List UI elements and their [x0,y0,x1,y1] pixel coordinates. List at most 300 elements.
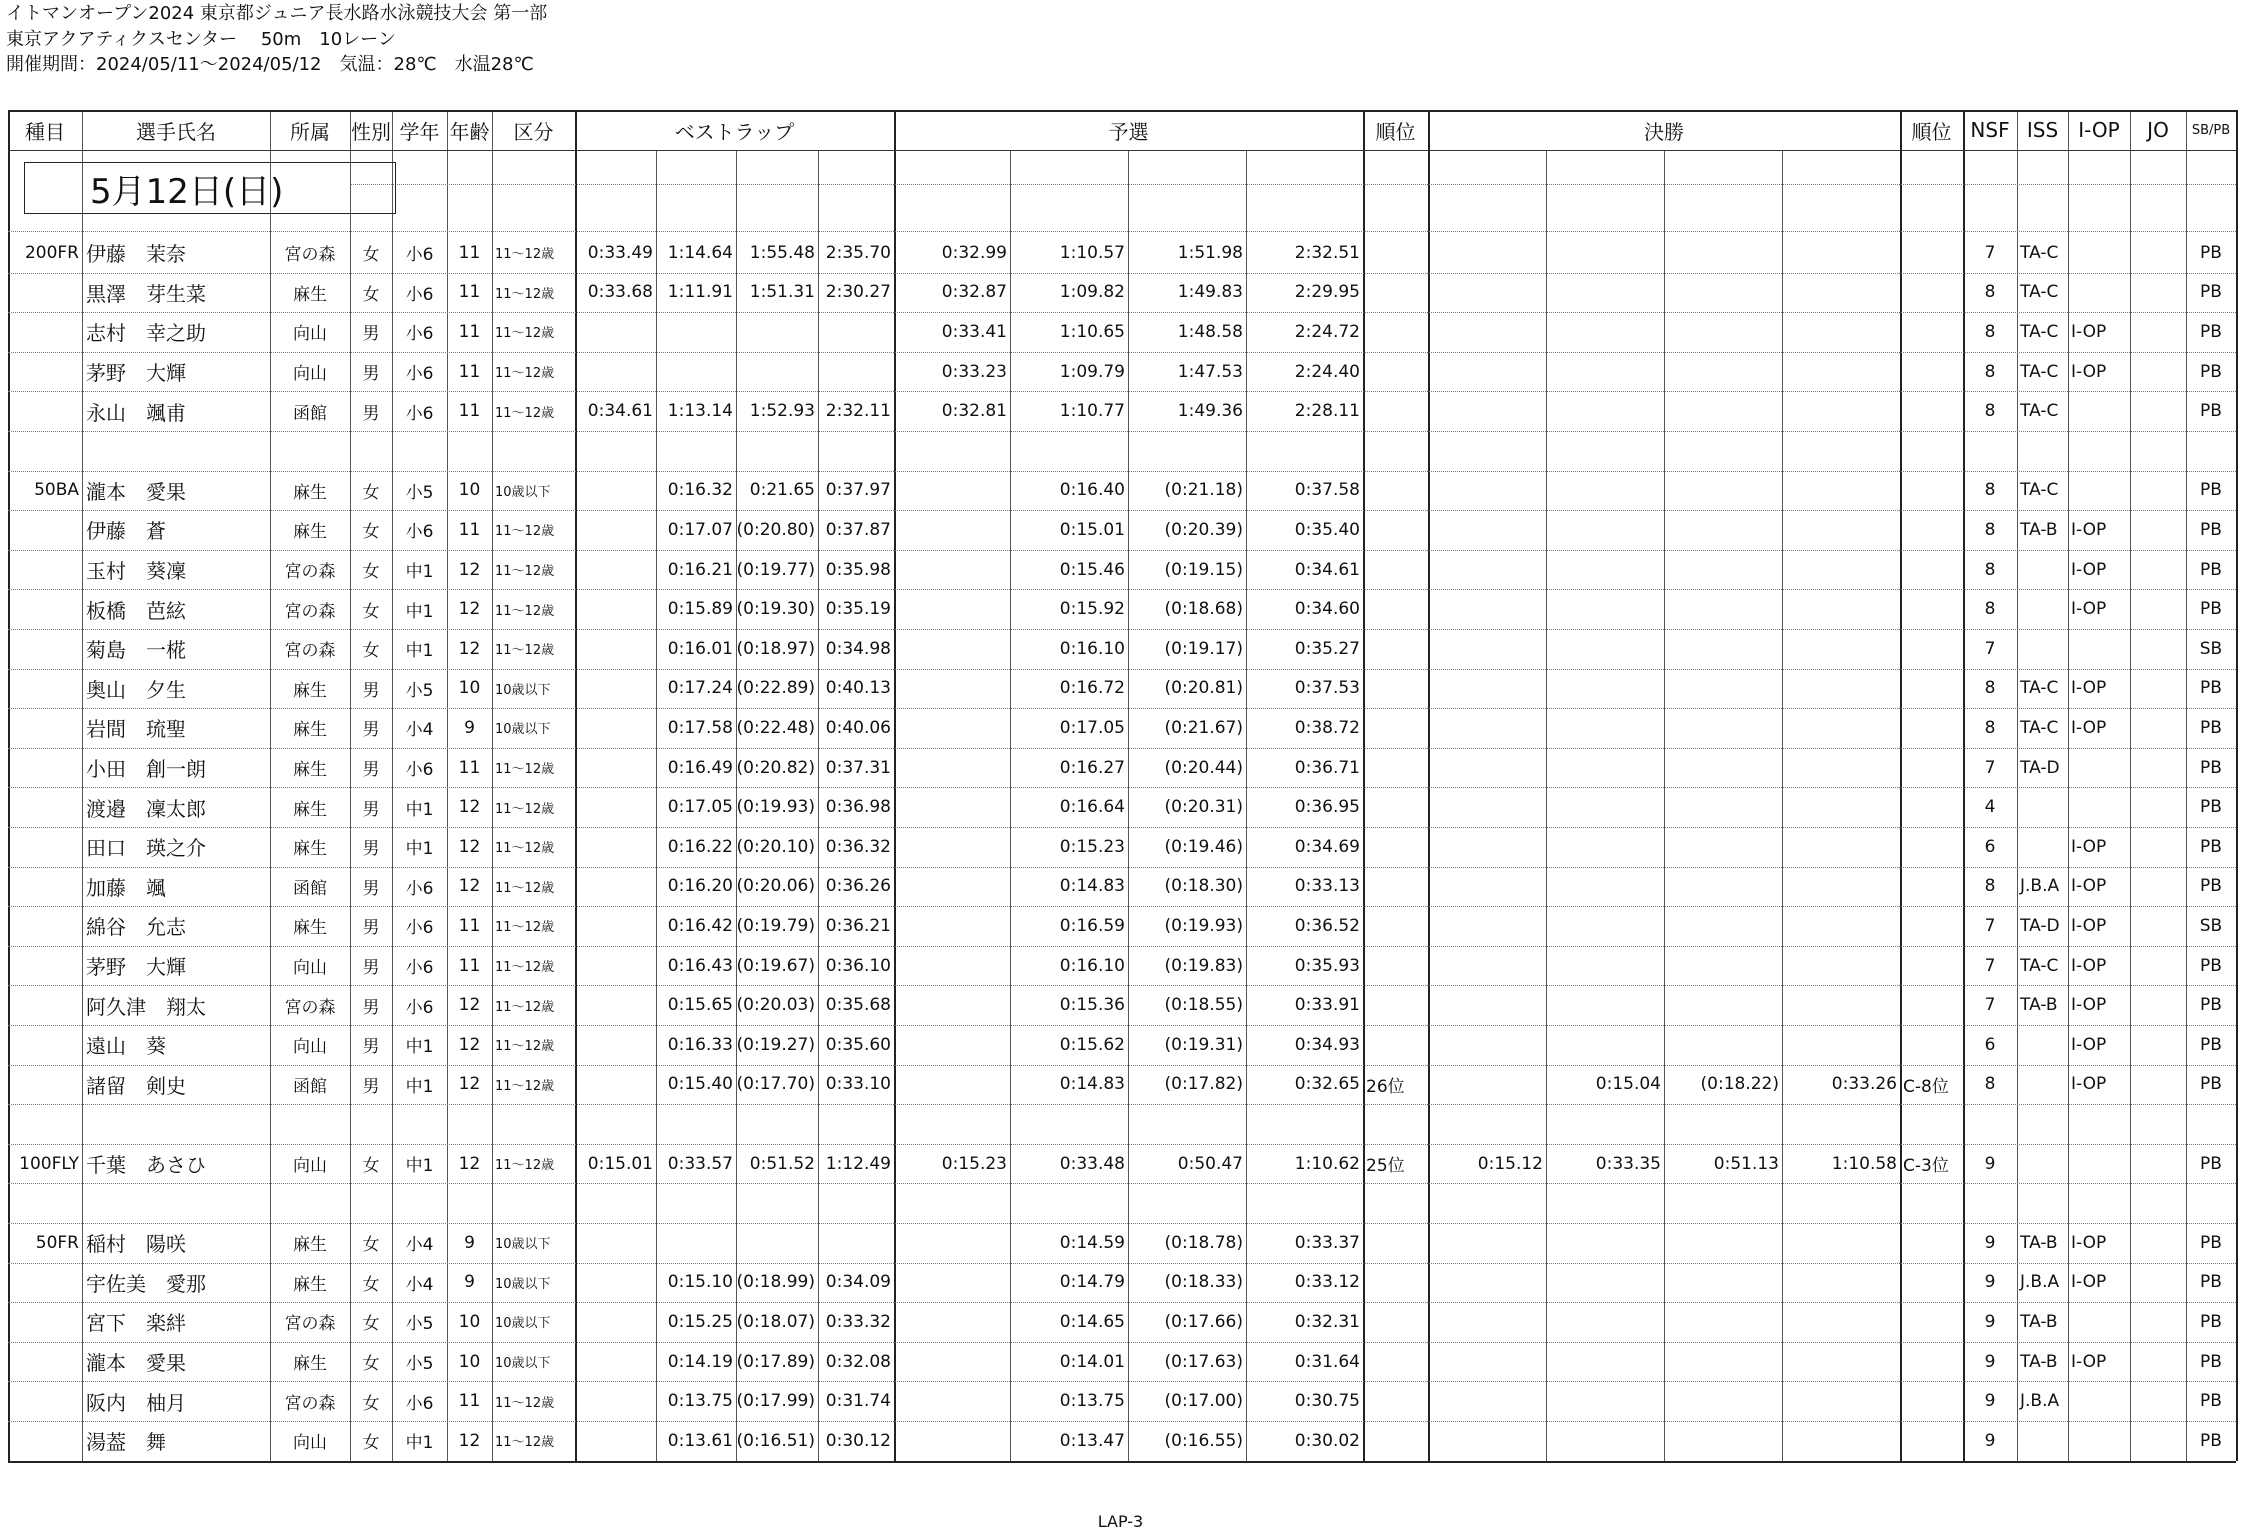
row-best-lap: 0:14.19 [667,1351,733,1372]
row-iss [2017,629,2068,669]
row-prelim-lap: 1:09.82 [1059,282,1125,303]
row-best-lap: 0:34.98 [825,638,891,659]
row-class: 11～12歳 [495,524,555,540]
row-best-lap [575,550,656,590]
row-prelim-lap: 0:15.23 [1059,836,1125,857]
row-final-lap [1428,391,1546,431]
grid-hline [8,1342,2236,1343]
row-rank-prelim [1363,1381,1428,1421]
row-iop [2068,233,2130,273]
row-prelim-lap: 0:36.95 [1294,797,1360,818]
row-best-lap: (0:20.03) [736,995,815,1016]
grid-hline [8,510,2236,511]
row-jo [2130,510,2186,550]
row-rank-final: C-3位 [1903,1156,1949,1177]
row-name: 阿久津 翔太 [86,994,206,1019]
grid-vline [1546,150,1547,1461]
row-prelim-lap: (0:19.93) [1164,915,1243,936]
row-prelim-lap: 1:10.62 [1294,1153,1360,1174]
row-team: 麻生 [293,799,327,820]
row-jo [2130,748,2186,788]
row-final-lap [1428,589,1546,629]
row-class: 11～12歳 [495,999,555,1015]
row-best-lap: 0:33.10 [825,1074,891,1095]
row-prelim-lap: 0:33.91 [1294,995,1360,1016]
row-sex: 女 [362,1156,380,1177]
grid-hline [8,708,2236,709]
row-jo [2130,946,2186,986]
grid-hline [8,471,2236,472]
row-team: 宮の森 [284,997,336,1018]
row-team: 麻生 [293,522,327,543]
row-iop [2068,1421,2130,1461]
row-final-lap [1546,748,1664,788]
grid-hline [8,669,2236,670]
row-prelim-lap: (0:20.31) [1164,797,1243,818]
row-sbpb: PB [2200,599,2222,620]
row-name: 渡邉 凜太郎 [86,796,206,821]
row-rank-final [1900,312,1963,352]
results-table [8,110,2236,1455]
row-age: 11 [458,955,481,976]
row-name: 湯葢 舞 [86,1430,166,1455]
row-final-lap [1428,1025,1546,1065]
row-best-lap: 0:15.89 [667,599,733,620]
row-final-lap [1782,471,1900,511]
row-sex: 男 [362,403,380,424]
row-sbpb: PB [2200,321,2222,342]
row-best-lap [736,312,818,352]
row-final-lap [1428,629,1546,669]
row-best-lap [818,352,894,392]
row-iop: I-OP [2071,678,2107,699]
grid-hline [8,1104,2236,1105]
row-rank-prelim [1363,1342,1428,1382]
row-name: 宇佐美 愛那 [86,1271,206,1296]
row-sbpb: PB [2200,401,2222,422]
row-iop: I-OP [2071,836,2107,857]
grid-hline [8,946,2236,947]
row-nsf: 8 [1984,559,1996,580]
row-rank-prelim [1363,946,1428,986]
row-jo [2130,867,2186,907]
row-final-lap [1428,1302,1546,1342]
row-sex: 女 [362,1235,380,1256]
row-sbpb: PB [2200,797,2222,818]
row-best-lap: 0:37.97 [825,480,891,501]
header-nsf: NSF [1970,118,2010,142]
row-grade: 小6 [405,522,434,543]
row-final-lap [1428,946,1546,986]
row-prelim-lap: (0:19.15) [1164,559,1243,580]
row-rank-final [1900,669,1963,709]
header-prelim: 予選 [1108,119,1149,144]
row-name: 瀧本 愛果 [86,479,186,504]
row-nsf: 8 [1984,678,1996,699]
row-name: 奥山 夕生 [86,677,186,702]
row-final-lap [1428,1342,1546,1382]
row-name: 志村 幸之助 [86,321,206,346]
row-iss [2017,1421,2068,1461]
row-best-lap: (0:17.70) [736,1074,815,1095]
row-age: 11 [458,361,481,382]
row-best-lap: (0:18.07) [736,1311,815,1332]
row-best-lap: 2:30.27 [825,282,891,303]
header-best-lap: ベストラップ [674,119,795,144]
row-jo [2130,1421,2186,1461]
row-best-lap: 0:36.32 [825,836,891,857]
row-iop: I-OP [2071,915,2107,936]
row-best-lap: 0:36.98 [825,797,891,818]
row-final-lap [1782,669,1900,709]
row-class: 11～12歳 [495,603,555,619]
row-best-lap [818,312,894,352]
row-sex: 男 [362,720,380,741]
row-prelim-lap: 0:34.61 [1294,559,1360,580]
row-prelim-lap: 2:24.72 [1294,321,1360,342]
row-rank-final [1900,1025,1963,1065]
row-best-lap [656,1223,736,1263]
row-team: 向山 [293,364,327,385]
row-final-lap [1428,233,1546,273]
row-prelim-lap: 0:32.31 [1294,1311,1360,1332]
row-best-lap: 0:16.22 [667,836,733,857]
grid-hline [8,352,2236,353]
row-event [8,985,82,1025]
row-nsf: 6 [1984,836,1996,857]
row-team: 麻生 [293,482,327,503]
row-class: 10歳以下 [495,1237,551,1253]
grid-hline [8,312,2236,313]
row-age: 11 [458,1391,481,1412]
row-event [8,1025,82,1065]
header-grade: 学年 [399,119,440,144]
row-prelim-lap: 0:34.93 [1294,1034,1360,1055]
row-final-lap [1782,1223,1900,1263]
row-best-lap: 0:15.01 [587,1153,653,1174]
row-name: 茅野 大輝 [86,361,186,386]
row-rank-prelim [1363,1263,1428,1303]
row-sbpb: PB [2200,1311,2222,1332]
row-best-lap: 0:33.68 [587,282,653,303]
row-iss [2017,1065,2068,1105]
row-best-lap: 1:14.64 [667,242,733,263]
row-best-lap: 1:52.93 [749,401,815,422]
row-prelim-lap: (0:18.30) [1164,876,1243,897]
row-best-lap: (0:16.51) [736,1430,815,1451]
row-final-lap [1546,1025,1664,1065]
row-best-lap: 0:17.58 [667,717,733,738]
row-sex: 女 [362,562,380,583]
row-age: 11 [458,321,481,342]
row-iop [2068,1144,2130,1184]
row-sbpb: PB [2200,1430,2222,1451]
row-sbpb: PB [2200,836,2222,857]
row-best-lap [575,867,656,907]
row-final-lap [1782,708,1900,748]
row-best-lap: 0:35.68 [825,995,891,1016]
row-best-lap [575,827,656,867]
row-grade: 中1 [405,799,434,820]
row-prelim-lap: 0:15.46 [1059,559,1125,580]
row-iss: TA-D [2020,757,2060,778]
row-best-lap: 0:16.33 [667,1034,733,1055]
row-rank-prelim [1363,629,1428,669]
row-nsf: 8 [1984,321,1996,342]
row-nsf: 9 [1984,1430,1996,1451]
row-team: 向山 [293,958,327,979]
row-sbpb: PB [2200,361,2222,382]
row-iop [2068,273,2130,313]
row-best-lap [575,1302,656,1342]
row-best-lap [736,1223,818,1263]
row-name: 黒澤 芽生菜 [86,281,206,306]
grid-hline [8,431,2236,432]
row-prelim-lap [894,1381,1010,1421]
row-final-lap [1546,1223,1664,1263]
row-rank-final [1900,985,1963,1025]
row-class: 11～12歳 [495,1435,555,1451]
row-grade: 中1 [405,1076,434,1097]
row-class: 10歳以下 [495,722,551,738]
header-iss: ISS [2026,118,2059,142]
row-grade: 小6 [405,878,434,899]
row-best-lap: 0:15.40 [667,1074,733,1095]
row-class: 11～12歳 [495,247,555,263]
row-final-lap: 1:10.58 [1831,1153,1897,1174]
row-event [8,510,82,550]
row-prelim-lap: 2:28.11 [1294,401,1360,422]
row-best-lap [818,1223,894,1263]
row-prelim-lap: 0:16.10 [1059,955,1125,976]
row-event: 50FR [35,1232,79,1253]
grid-hline [8,1421,2236,1422]
row-best-lap: (0:19.27) [736,1034,815,1055]
row-name: 諸留 剣史 [86,1073,186,1098]
row-jo [2130,1302,2186,1342]
row-sbpb: PB [2200,955,2222,976]
grid-vline [1664,150,1665,1461]
row-final-lap [1546,471,1664,511]
row-sex: 男 [362,958,380,979]
row-final-lap [1664,946,1782,986]
row-prelim-lap: 0:30.75 [1294,1391,1360,1412]
row-best-lap: 1:13.14 [667,401,733,422]
row-name: 加藤 颯 [86,875,166,900]
row-best-lap: 0:51.52 [749,1153,815,1174]
row-best-lap: 0:35.60 [825,1034,891,1055]
row-final-lap [1664,550,1782,590]
row-name: 綿谷 允志 [86,915,186,940]
row-best-lap: (0:19.93) [736,797,815,818]
row-iop [2068,787,2130,827]
row-prelim-lap: (0:18.68) [1164,599,1243,620]
row-age: 9 [464,717,475,738]
row-nsf: 9 [1984,1272,1996,1293]
row-iop [2068,629,2130,669]
row-best-lap: (0:22.89) [736,678,815,699]
row-prelim-lap: 0:16.59 [1059,915,1125,936]
row-jo [2130,708,2186,748]
row-grade: 小6 [405,284,434,305]
row-prelim-lap: 0:37.53 [1294,678,1360,699]
row-final-lap [1782,391,1900,431]
row-rank-prelim [1363,550,1428,590]
row-age: 12 [458,559,481,580]
row-final-lap [1664,589,1782,629]
row-best-lap: 0:37.31 [825,757,891,778]
row-best-lap: (0:19.77) [736,559,815,580]
row-best-lap: 0:36.10 [825,955,891,976]
row-final-lap [1546,1421,1664,1461]
row-sbpb: PB [2200,1351,2222,1372]
row-team: 向山 [293,1156,327,1177]
row-prelim-lap: (0:20.44) [1164,757,1243,778]
row-grade: 小5 [405,482,434,503]
row-sbpb: PB [2200,519,2222,540]
row-final-lap [1428,669,1546,709]
row-final-lap [1782,1421,1900,1461]
row-best-lap: 0:16.42 [667,915,733,936]
grid-vline [1782,150,1783,1461]
row-best-lap [575,629,656,669]
row-final-lap [1664,669,1782,709]
row-sex: 男 [362,997,380,1018]
row-nsf: 8 [1984,361,1996,382]
row-final-lap [1782,1025,1900,1065]
row-rank-final [1900,352,1963,392]
row-final-lap [1664,273,1782,313]
row-name: 宮下 楽絆 [86,1311,186,1336]
row-prelim-lap [894,550,1010,590]
row-best-lap [575,985,656,1025]
header-rank-prelim: 順位 [1375,119,1416,144]
row-iop: I-OP [2071,519,2107,540]
row-rank-prelim [1363,827,1428,867]
row-best-lap: (0:19.30) [736,599,815,620]
row-final-lap [1428,985,1546,1025]
row-final-lap [1782,589,1900,629]
row-sex: 男 [362,799,380,820]
row-event [8,550,82,590]
row-grade: 小5 [405,680,434,701]
row-final-lap [1546,510,1664,550]
row-best-lap: 0:15.10 [667,1272,733,1293]
row-sex: 女 [362,482,380,503]
row-prelim-lap [894,867,1010,907]
row-prelim-lap: 2:29.95 [1294,282,1360,303]
row-grade: 中1 [405,601,434,622]
row-final-lap [1782,946,1900,986]
row-final-lap [1664,1302,1782,1342]
row-best-lap: (0:17.89) [736,1351,815,1372]
row-sex: 女 [362,284,380,305]
row-team: 麻生 [293,720,327,741]
row-name: 阪内 柚月 [86,1390,186,1415]
row-final-lap [1782,787,1900,827]
row-final-lap [1782,352,1900,392]
row-nsf: 7 [1984,955,1996,976]
grid-vline [1246,150,1247,1461]
row-best-lap: 0:35.98 [825,559,891,580]
row-jo [2130,1025,2186,1065]
row-final-lap [1782,1381,1900,1421]
row-prelim-lap: 0:16.72 [1059,678,1125,699]
row-final-lap [1664,312,1782,352]
row-iop: I-OP [2071,1074,2107,1095]
row-best-lap: (0:20.82) [736,757,815,778]
header-sex: 性別 [351,119,391,144]
row-event [8,867,82,907]
row-prelim-lap: 0:14.65 [1059,1311,1125,1332]
grid-hline [8,1065,2236,1066]
row-final-lap [1546,1302,1664,1342]
row-sbpb: PB [2200,1074,2222,1095]
row-prelim-lap: 0:14.83 [1059,876,1125,897]
row-best-lap: 0:31.74 [825,1391,891,1412]
row-prelim-lap [894,1065,1010,1105]
row-prelim-lap: 1:10.65 [1059,321,1125,342]
row-rank-final [1900,827,1963,867]
row-best-lap [575,589,656,629]
row-rank-final [1900,708,1963,748]
grid-hline [8,787,2236,788]
row-sex: 男 [362,878,380,899]
grid-vline [2236,110,2238,1461]
row-team: 麻生 [293,1235,327,1256]
row-best-lap [575,352,656,392]
row-final-lap [1428,273,1546,313]
row-event [8,906,82,946]
row-name: 稲村 陽咲 [86,1232,186,1257]
row-team: 麻生 [293,1274,327,1295]
row-final-lap [1664,471,1782,511]
row-age: 12 [458,1034,481,1055]
row-prelim-lap [894,787,1010,827]
row-iss [2017,787,2068,827]
row-team: 宮の森 [284,1393,336,1414]
row-best-lap: (0:17.99) [736,1391,815,1412]
row-final-lap [1428,787,1546,827]
row-prelim-lap: (0:16.55) [1164,1430,1243,1451]
row-rank-final [1900,589,1963,629]
row-prelim-lap: 0:33.37 [1294,1232,1360,1253]
row-iop: I-OP [2071,361,2107,382]
row-prelim-lap: 0:32.81 [941,401,1007,422]
row-grade: 小6 [405,918,434,939]
row-final-lap: 0:15.04 [1595,1074,1661,1095]
row-prelim-lap: 0:35.93 [1294,955,1360,976]
row-jo [2130,233,2186,273]
row-best-lap [575,471,656,511]
row-best-lap [656,312,736,352]
grid-hline [8,273,2236,274]
row-grade: 小6 [405,958,434,979]
meet-title: イトマンオープン2024 東京都ジュニア長水路水泳競技大会 第一部 [6,3,548,24]
row-iop: I-OP [2071,599,2107,620]
row-best-lap: 0:16.01 [667,638,733,659]
row-best-lap: 0:40.13 [825,678,891,699]
row-prelim-lap: 1:48.58 [1177,321,1243,342]
row-sex: 男 [362,918,380,939]
row-best-lap [575,669,656,709]
row-event [8,827,82,867]
row-prelim-lap [894,827,1010,867]
row-best-lap [575,748,656,788]
row-grade: 中1 [405,1037,434,1058]
header-age: 年齢 [449,119,490,144]
row-best-lap [575,1223,656,1263]
